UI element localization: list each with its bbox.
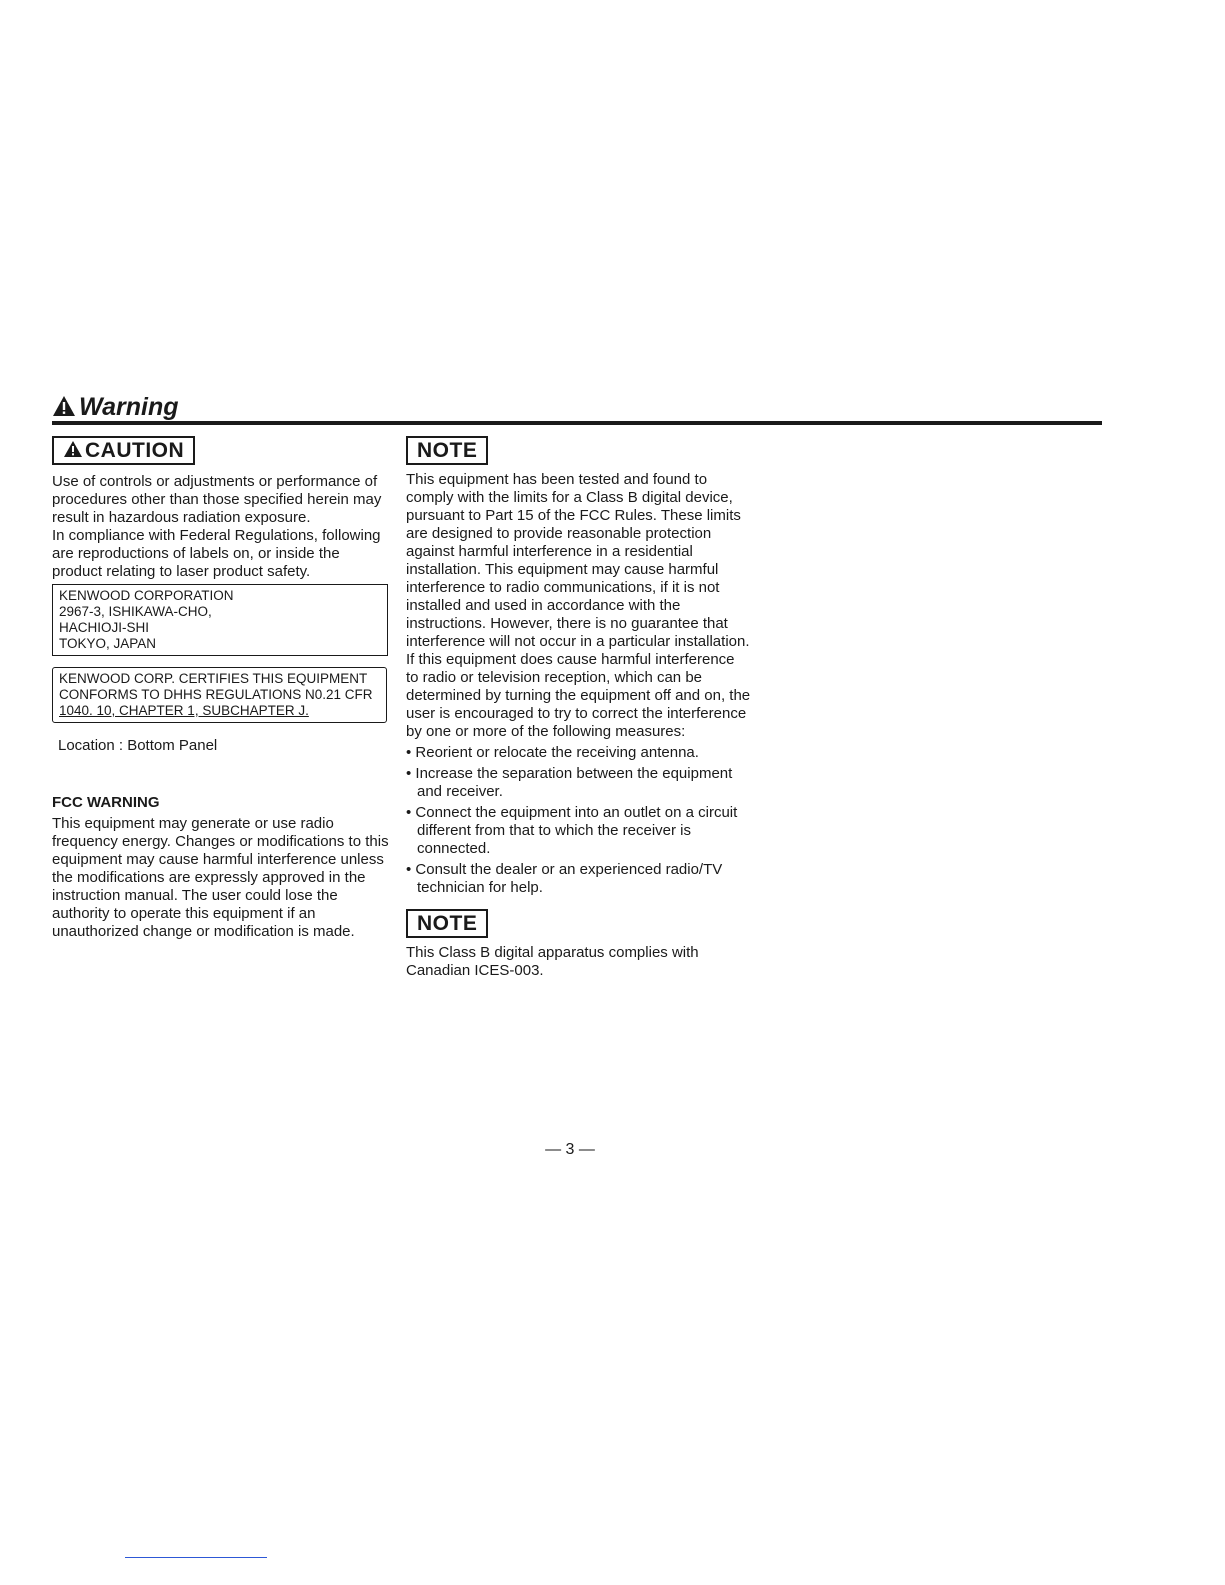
right-column [406, 436, 751, 980]
warning-triangle-icon [63, 440, 83, 458]
section-title-text: Warning [79, 393, 179, 421]
section-header [52, 392, 1102, 426]
note-bullet: • Connect the equipment into an outlet on a circuit different from that to which the receiver is connected. [406, 804, 738, 857]
note-body: This equipment has been tested and found to comply with the limits for a Class B digital device, pursuant to Part 15 of the FCC Rules. These limits are designed to provide reasonable protection against harmful interference in a residential installation. This equipment may cause harmful interference to radio communications, if it is not installed and used in accordance with the instructions. However, there is no guarantee that interference will not occur in a particular installation. If this equipment does cause harmful interference to radio or television reception, which can be determined by turning the equipment off and on, the user is encouraged to try to correct the interference by one or more of the following measures: [406, 471, 751, 740]
certification-label [52, 667, 387, 723]
cert-line: KENWOOD CORP. CERTIFIES THIS EQUIPMENT [59, 671, 368, 686]
note-bullet: • Reorient or relocate the receiving antenna. [406, 744, 699, 761]
note-tag: NOTE [406, 436, 488, 465]
section-divider [52, 421, 1102, 425]
warning-triangle-icon [52, 395, 76, 417]
caution-tag [52, 436, 195, 465]
section-title [52, 392, 179, 422]
fcc-warning-title: FCC WARNING [52, 794, 160, 811]
bottom-divider [125, 1557, 267, 1558]
label-line: 2967-3, ISHIKAWA-CHO, [59, 604, 212, 619]
left-column [52, 436, 392, 941]
label-line: HACHIOJI-SHI [59, 620, 150, 635]
label-location: Location : Bottom Panel [58, 737, 218, 754]
caution-tag-label: CAUTION [85, 439, 185, 462]
canada-note-body: This Class B digital apparatus complies with Canadian ICES-003. [406, 944, 699, 979]
caution-intro: Use of controls or adjustments or performance of procedures other than those specified herein may result in hazardous radiation exposure. [52, 473, 382, 526]
caution-compliance: In compliance with Federal Regulations, following are reproductions of labels on, or inside the product relating to laser product safety. [52, 527, 381, 580]
label-line: TOKYO, JAPAN [59, 636, 157, 651]
cert-line: 1040. 10, CHAPTER 1, SUBCHAPTER J. [59, 703, 309, 718]
canada-note-tag: NOTE [406, 909, 488, 938]
manufacturer-label [52, 584, 388, 656]
page-number: — 3 — [545, 1141, 595, 1158]
label-line: KENWOOD CORPORATION [59, 588, 234, 603]
cert-line: CONFORMS TO DHHS REGULATIONS N0.21 CFR [59, 687, 373, 702]
fcc-warning-body: This equipment may generate or use radio frequency energy. Changes or modifications to this equipment may cause harmful interference unless the modifications are expressly approved in the instruction manual. The user could lose the authority to operate this equipment if an unauthorized change or modification is made. [52, 815, 389, 940]
note-bullet: • Increase the separation between the equipment and receiver. [406, 765, 733, 800]
note-bullet: • Consult the dealer or an experienced radio/TV technician for help. [406, 861, 723, 896]
